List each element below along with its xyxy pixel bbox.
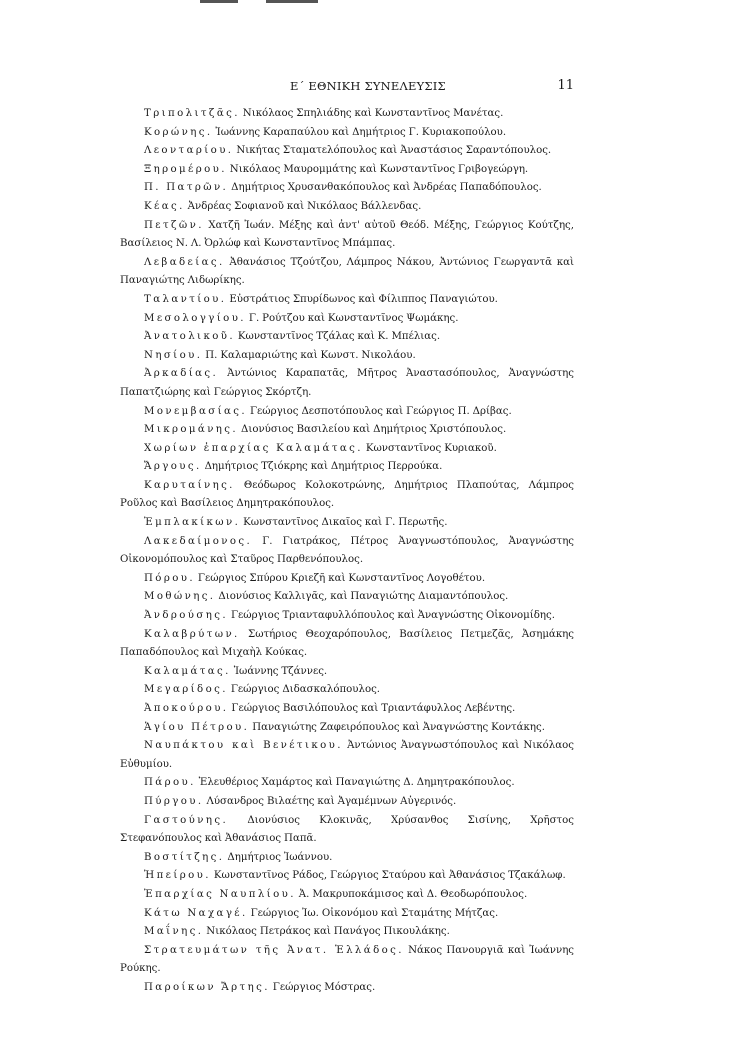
district-name: Ἀνατολικοῦ. [144,331,235,343]
list-item [120,774,574,793]
district-name: Π. Πατρῶν. [144,182,229,194]
running-title: Ε΄ ΕΘΝΙΚΗ ΣΥΝΕΛΕΥΣΙΣ [290,79,446,93]
district-name: Μικρομάνης. [144,424,239,436]
representative-names: Γεώργιος Διδασκαλόπουλος. [227,684,381,696]
list-item [120,737,574,774]
page-header [120,79,574,99]
list-item [120,365,574,402]
list-item [120,477,574,514]
list-item [120,681,574,700]
representative-names: Σωτήριος Θεοχαρόπουλος, Βασίλειος Πετμεζᾶς, Ἀσημάκης Παπαδόπουλος καὶ Μιχαὴλ Κούκας. [120,628,574,659]
district-name: Μοθώνης. [144,591,216,603]
representative-names: Λύσανδρος Βιλαέτης καὶ Ἀγαμέμνων Αὐγερινός. [203,795,457,807]
list-item [120,533,574,570]
list-item [120,570,574,589]
district-name: Ἀνδρούσης. [144,610,229,622]
representative-names: Ἀντώνιος Καραπατᾶς, Μῆτρος Ἀναστασόπουλος, Ἀναγνώστης Παπατζιώρης καὶ Γεώργιος Σκόρτζη. [120,368,574,398]
representative-names: Διονύσιος Καλλιγᾶς, καὶ Παναγιώτης Διαμαντόπουλος. [215,591,509,603]
list-item [120,979,574,998]
district-name: Ναυπάκτου καὶ Βενέτικου. [144,740,343,752]
list-item [120,105,574,124]
representative-names: Ἀ. Μακρυποκάμισος καὶ Δ. Θεοδωρόπουλος. [295,888,528,900]
district-name: Καλαμάτας. [144,665,231,677]
representative-names: Κωνσταντῖνος Κυριακοῦ. [362,442,497,454]
district-name: Λεονταρίου. [144,145,234,157]
district-name: Παροίκων Ἄρτης. [144,981,270,993]
district-name: Ἀρκαδίας. [144,368,219,380]
representative-names: Νάκος Πανουργιᾶ καὶ Ἰωάννης Ρούκης. [120,944,574,975]
district-name: Πάρου. [144,777,196,789]
district-name: Ἀποκούρου. [144,703,229,714]
representative-names: Ἀνδρέας Σοφιανοῦ καὶ Νικόλαος Βάλλενδας. [184,200,422,212]
representative-names: Χατζῆ Ἰωάν. Μέξης καὶ ἀντ' αὐτοῦ Θεόδ. Μέξης, Γεώργιος Κούτζης, Βασίλειος Ν. Λ. Ὀρλώφ καὶ Κωνσταντῖνος Μπάμπας. [120,219,574,250]
page-number: 11 [557,78,574,93]
list-item [120,607,574,626]
representative-names: Ἰωάννης Καραπαύλου καὶ Δημήτριος Γ. Κυριακοπούλου. [212,126,507,138]
district-name: Γαστούνης. [144,814,229,826]
district-name: Ταλαντίου. [144,293,227,305]
list-item [120,700,574,719]
district-name: Μονεμβασίας. [144,405,247,417]
list-item [120,588,574,607]
district-name: Πετζῶν. [144,219,204,231]
district-name: Ἠπείρου. [144,870,211,882]
list-item [120,905,574,924]
district-name: Μεσολογγίου. [144,312,246,324]
list-item [120,310,574,329]
list-item [120,719,574,738]
district-name: Χωρίων ἐπαρχίας Καλαμάτας. [144,442,363,454]
representative-names: Δημήτριος Χρυσανθακόπουλος καὶ Ἀνδρέας Παπαδόπουλος. [228,182,542,194]
representative-names: Γεώργιος Βασιλόπουλος καὶ Τριαντάφυλλος Λεβέντης. [228,703,516,714]
list-item [120,886,574,905]
list-item [120,849,574,868]
list-item [120,812,574,849]
list-item [120,142,574,161]
representative-names: Γ. Ρούτζου καὶ Κωνσταντῖνος Ψωμάκης. [245,312,459,324]
list-item [120,254,574,291]
district-name: Ἐπαρχίας Ναυπλίου. [144,888,296,900]
district-name: Πύργου. [144,795,204,807]
list-item [120,217,574,254]
representative-names: Εὐστράτιος Σπυρίδωνος καὶ Φίλιππος Παναγιώτου. [226,293,498,305]
list-item [120,867,574,886]
representative-names: Γεώργιος Τριανταφυλλόπουλος καὶ Ἀναγνώστης Οἰκονομίδης. [228,610,555,622]
district-name: Βοστίτζης. [144,851,225,863]
list-item [120,179,574,198]
list-item [120,942,574,979]
representative-names: Γεώργιος Ἰω. Οἰκονόμου καὶ Σταμάτης Μήτζας. [247,907,499,919]
list-item [120,793,574,812]
district-name: Τριπολιτζᾶς. [144,108,240,119]
list-item [120,291,574,310]
representative-names: Κωνσταντῖνος Ράδος, Γεώργιος Σταύρου καὶ Ἀθανάσιος Τζακάλωφ. [210,870,566,882]
district-name: Ἐμπλακίκων. [144,517,241,529]
district-name: Λακεδαίμονος. [144,535,253,547]
list-item [120,161,574,180]
representative-names: Παναγιώτης Ζαφειρόπουλος καὶ Ἀναγνώστης Κοντάκης. [249,721,545,733]
top-edge-marks [200,0,320,4]
list-item [120,514,574,533]
representative-names: Διονύσιος Κλοκινᾶς, Χρύσανθος Σισίνης, Χρῆστος Στεφανόπουλος καὶ Ἀθανάσιος Παπᾶ. [120,814,574,845]
representative-names: Π. Καλαμαριώτης καὶ Κωνστ. Νικολάου. [202,349,416,361]
list-item [120,923,574,942]
representatives-list [120,105,574,998]
representative-names: Νικόλαος Σπηλιάδης καὶ Κωνσταντῖνος Μανέτας. [239,108,504,119]
district-name: Καλαβρύτων. [144,628,240,640]
list-item [120,124,574,143]
district-name: Ἄργους. [144,461,202,473]
list-item [120,347,574,366]
list-item [120,458,574,477]
district-name: Ἁγίου Πέτρου. [144,721,250,733]
district-name: Κορώνης. [144,126,213,138]
list-item [120,403,574,422]
district-name: Μεγαρίδος. [144,684,228,696]
representative-names: Δημήτριος Τζιόκρης καὶ Δημήτριος Περρούκα. [201,461,443,473]
list-item [120,421,574,440]
list-item [120,626,574,663]
representative-names: Γεώργιος Μόστρας. [269,981,376,993]
representative-names: Ἀντώνιος Ἀναγνωστόπουλος καὶ Νικόλαος Εὐθυμίου. [120,740,574,770]
district-name: Νησίου. [144,349,203,361]
representative-names: Νικόλαος Πετράκος καὶ Πανάγος Πικουλάκης. [203,926,450,938]
representative-names: Διονύσιος Βασιλείου καὶ Δημήτριος Χριστόπουλος. [238,424,507,436]
list-item [120,663,574,682]
representative-names: Θεόδωρος Κολοκοτρώνης, Δημήτριος Πλαπούτας, Λάμπρος Ροῦλος καὶ Βασίλειος Δημητρακόπουλος. [120,479,574,510]
representative-names: Κωνσταντῖνος Δικαῖος καὶ Γ. Περωτῆς. [240,517,448,529]
district-name: Λεβαδείας. [144,256,225,268]
district-name: Μαΐνης. [144,926,204,938]
list-item [120,440,574,459]
representative-names: Ἐλευθέριος Χαμάρτος καὶ Παναγιώτης Δ. Δημητρακόπουλος. [195,777,515,789]
district-name: Στρατευμάτων τῆς Ἀνατ. Ἑλλάδος. [144,944,404,956]
district-name: Ξηρομέρου. [144,163,227,175]
representative-names: Δημήτριος Ἰωάννου. [224,851,333,863]
representative-names: Ἰωάννης Τζάννες. [230,665,328,677]
district-name: Κάτω Ναχαγέ. [144,907,248,919]
district-name: Καρυταίνης. [144,479,235,491]
representative-names: Γεώργιος Δεσποτόπουλος καὶ Γεώργιος Π. Δρίβας. [247,405,512,417]
representative-names: Κωνσταντῖνος Τζάλας καὶ Κ. Μπέλιας. [234,331,441,343]
district-name: Πόρου. [144,572,195,584]
list-item [120,328,574,347]
district-name: Κέας. [144,200,185,212]
representative-names: Ἀθανάσιος Τζούτζου, Λάμπρος Νάκου, Ἀντώνιος Γεωργαντᾶ καὶ Παναγιώτης Λιδωρίκης. [120,256,574,287]
representative-names: Γεώργιος Σπύρου Κριεζῆ καὶ Κωνσταντῖνος Λογοθέτου. [194,572,486,584]
representative-names: Νικήτας Σταματελόπουλος καὶ Ἀναστάσιος Σαραντόπουλος. [233,145,552,157]
representative-names: Γ. Γιατράκος, Πέτρος Ἀναγνωστόπουλος, Ἀναγνώστης Οἰκονομόπουλος καὶ Σταῦρος Παρθενόπουλος. [120,535,574,566]
list-item [120,198,574,217]
representative-names: Νικόλαος Μαυρομμάτης καὶ Κωνσταντῖνος Γριβογεώργη. [226,163,529,175]
